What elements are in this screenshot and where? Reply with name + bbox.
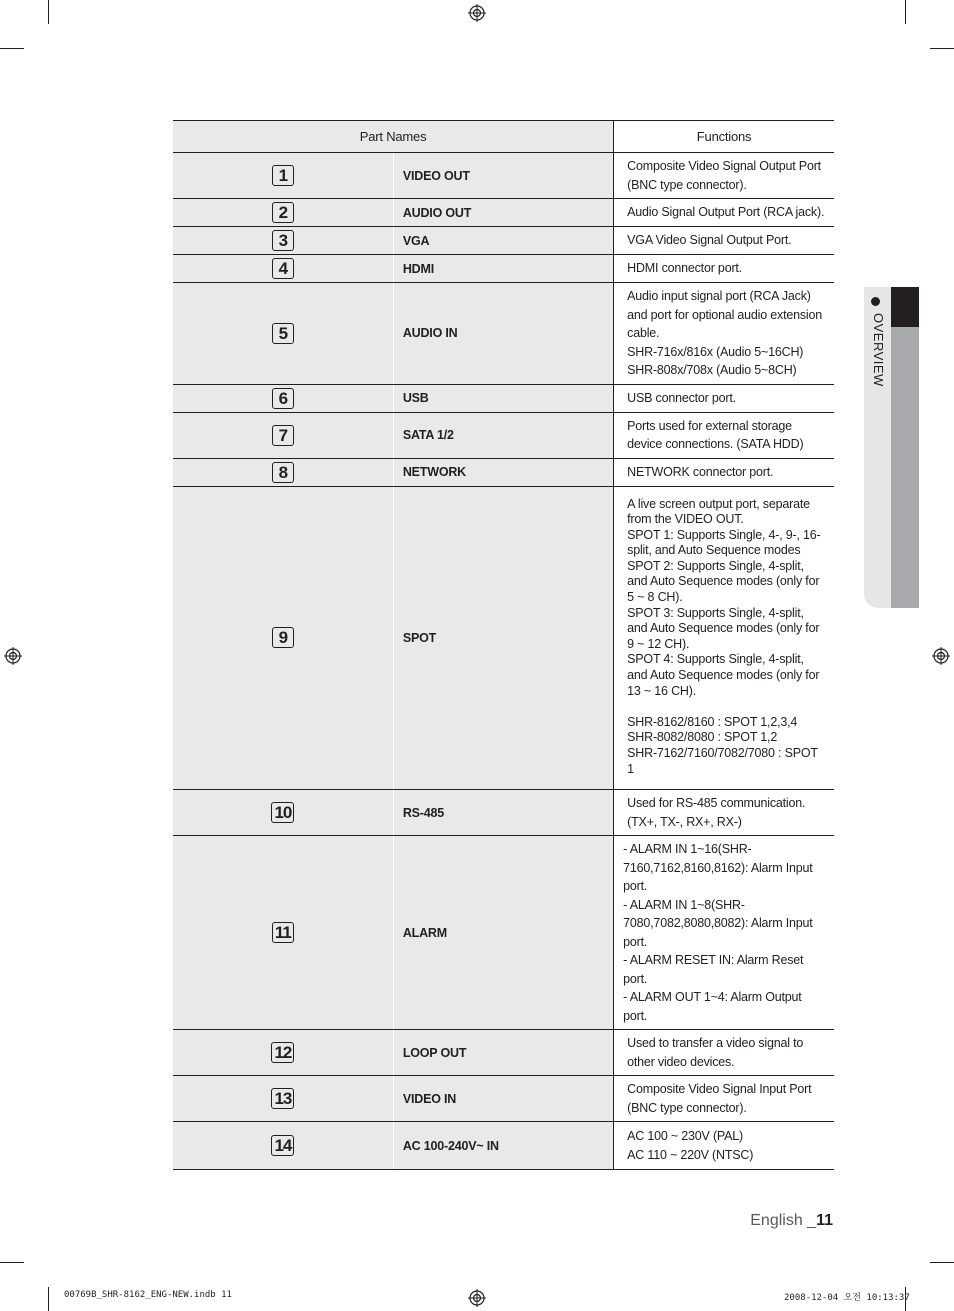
part-functions-table xyxy=(173,120,834,1170)
function-line: SHR-8082/8080 : SPOT 1,2 xyxy=(627,730,778,745)
part-number-cell xyxy=(173,384,393,412)
part-function xyxy=(614,153,834,199)
part-number-cell xyxy=(173,227,393,255)
side-tab-label: OVERVIEW xyxy=(871,313,886,387)
part-number-badge: 1 xyxy=(272,165,294,186)
section-side-tab xyxy=(864,287,919,608)
part-number-cell xyxy=(173,153,393,199)
function-line: SHR-716x/816x (Audio 5~16CH) xyxy=(627,344,804,359)
function-line: A live screen output port, separate from the VIDEO OUT. xyxy=(627,496,810,527)
table-row xyxy=(173,1076,834,1122)
part-name: AC 100-240V~ IN xyxy=(393,1122,613,1170)
part-number-cell xyxy=(173,790,393,836)
function-line: SPOT 1: Supports Single, 4-, 9-, 16-split, and Auto Sequence modes xyxy=(627,527,821,558)
function-line: Used to transfer a video signal to other video devices. xyxy=(627,1036,804,1069)
part-number-badge: 10 xyxy=(271,802,294,823)
part-number-cell xyxy=(173,412,393,458)
function-line: Composite Video Signal Output Port (BNC type connector). xyxy=(627,159,821,192)
part-name: AUDIO OUT xyxy=(393,199,613,227)
part-name: NETWORK xyxy=(393,458,613,486)
function-line: USB connector port. xyxy=(627,390,736,405)
table-row xyxy=(173,1122,834,1170)
page-number-value: 11 xyxy=(816,1212,833,1229)
part-number-badge: 7 xyxy=(272,425,294,446)
part-name: AUDIO IN xyxy=(393,283,613,385)
bullet-icon xyxy=(871,297,880,306)
table-row xyxy=(173,412,834,458)
part-function xyxy=(614,227,834,255)
part-number-badge: 3 xyxy=(272,230,294,251)
function-line: SHR-808x/708x (Audio 5~8CH) xyxy=(627,363,797,377)
side-tab-bar xyxy=(891,287,919,608)
part-name: SPOT xyxy=(393,486,613,790)
function-line: VGA Video Signal Output Port. xyxy=(627,233,792,248)
table-row xyxy=(173,227,834,255)
function-line: - ALARM OUT 1~4: Alarm Output port. xyxy=(623,990,802,1023)
part-function xyxy=(614,836,834,1030)
functions-header: Functions xyxy=(614,121,834,153)
function-line: AC 110 ~ 220V (NTSC) xyxy=(627,1147,754,1162)
footer-file-info: 00769B_SHR-8162_ENG-NEW.indb 11 xyxy=(64,1290,232,1300)
part-name: VIDEO OUT xyxy=(393,153,613,199)
part-number-cell xyxy=(173,458,393,486)
function-line: SPOT 3: Supports Single, 4-split, and Auto Sequence modes (only for 9 ~ 12 CH). xyxy=(627,605,820,651)
part-number-cell xyxy=(173,1076,393,1122)
part-number-badge: 2 xyxy=(272,202,294,223)
table-row xyxy=(173,153,834,199)
part-number-cell xyxy=(173,1030,393,1076)
part-number-badge: 13 xyxy=(271,1088,294,1109)
registration-mark-icon xyxy=(932,647,950,665)
function-line: NETWORK connector port. xyxy=(627,464,774,479)
part-name: VIDEO IN xyxy=(393,1076,613,1122)
part-function xyxy=(614,255,834,283)
part-number-cell xyxy=(173,486,393,790)
function-line: - ALARM RESET IN: Alarm Reset port. xyxy=(623,953,804,986)
function-line: Used for RS-485 communication. (TX+, TX-, RX+, RX-) xyxy=(627,796,806,829)
footer-timestamp: 2008-12-04 오전 10:13:37 xyxy=(784,1293,910,1303)
part-function xyxy=(614,384,834,412)
crop-mark xyxy=(930,48,954,49)
part-function xyxy=(614,458,834,486)
part-function xyxy=(614,283,834,385)
part-number-badge: 8 xyxy=(272,462,294,483)
part-function xyxy=(614,1030,834,1076)
part-number-badge: 4 xyxy=(272,258,294,279)
table-row xyxy=(173,199,834,227)
function-line: Ports used for external storage device connections. (SATA HDD) xyxy=(627,418,804,451)
part-name: LOOP OUT xyxy=(393,1030,613,1076)
part-number-badge: 6 xyxy=(272,388,294,409)
table-row xyxy=(173,836,834,1030)
part-function xyxy=(614,1076,834,1122)
part-function xyxy=(614,790,834,836)
part-number-cell xyxy=(173,255,393,283)
function-line: SHR-7162/7160/7082/7080 : SPOT 1 xyxy=(627,746,818,776)
part-name: HDMI xyxy=(393,255,613,283)
crop-mark xyxy=(0,48,24,49)
part-number-badge: 11 xyxy=(272,922,294,943)
part-name: RS-485 xyxy=(393,790,613,836)
part-number-badge: 9 xyxy=(272,627,294,648)
crop-mark xyxy=(48,1287,49,1311)
part-number-badge: 5 xyxy=(272,323,294,344)
table-row xyxy=(173,486,834,790)
function-line: - ALARM IN 1~16(SHR-7160,7162,8160,8162): Alarm Input port. xyxy=(623,842,813,894)
side-tab-marker xyxy=(891,287,919,327)
table-row xyxy=(173,458,834,486)
part-name: SATA 1/2 xyxy=(393,412,613,458)
table-row xyxy=(173,790,834,836)
function-spacer xyxy=(627,699,826,715)
crop-mark xyxy=(905,0,906,24)
part-number-cell xyxy=(173,283,393,385)
part-number-badge: 12 xyxy=(271,1042,294,1063)
part-number-cell xyxy=(173,1122,393,1170)
function-line: HDMI connector port. xyxy=(627,261,742,276)
registration-mark-icon xyxy=(468,1289,486,1307)
part-function xyxy=(614,1122,834,1170)
table-header-row xyxy=(173,121,834,153)
function-line: SHR-8162/8160 : SPOT 1,2,3,4 xyxy=(627,714,798,729)
function-line: AC 100 ~ 230V (PAL) xyxy=(627,1129,743,1144)
crop-mark xyxy=(930,1262,954,1263)
part-names-header: Part Names xyxy=(173,121,614,153)
function-line: Audio input signal port (RCA Jack) and port for optional audio extension cable. xyxy=(627,289,822,340)
part-name: USB xyxy=(393,384,613,412)
crop-mark xyxy=(0,1262,24,1263)
function-line: - ALARM IN 1~8(SHR-7080,7082,8080,8082): Alarm Input port. xyxy=(623,897,813,949)
table-row xyxy=(173,384,834,412)
function-line: SPOT 4: Supports Single, 4-split, and Auto Sequence modes (only for 13 ~ 16 CH). xyxy=(627,652,820,698)
crop-mark xyxy=(48,0,49,24)
part-number-cell xyxy=(173,199,393,227)
part-number-cell xyxy=(173,836,393,1030)
part-function xyxy=(614,412,834,458)
function-line: Audio Signal Output Port (RCA jack). xyxy=(627,205,825,220)
page-number xyxy=(750,1212,833,1230)
function-line: SPOT 2: Supports Single, 4-split, and Auto Sequence modes (only for 5 ~ 8 CH). xyxy=(627,558,820,605)
registration-mark-icon xyxy=(4,647,22,665)
registration-mark-icon xyxy=(468,4,486,22)
part-number-badge: 14 xyxy=(271,1135,294,1156)
part-function xyxy=(614,486,834,790)
table-row xyxy=(173,283,834,385)
part-function xyxy=(614,199,834,227)
table-row xyxy=(173,1030,834,1076)
table-row xyxy=(173,255,834,283)
part-name: VGA xyxy=(393,227,613,255)
part-name: ALARM xyxy=(393,836,613,1030)
page-number-prefix: English _ xyxy=(750,1212,817,1229)
function-line: Composite Video Signal Input Port (BNC type connector). xyxy=(627,1082,812,1115)
